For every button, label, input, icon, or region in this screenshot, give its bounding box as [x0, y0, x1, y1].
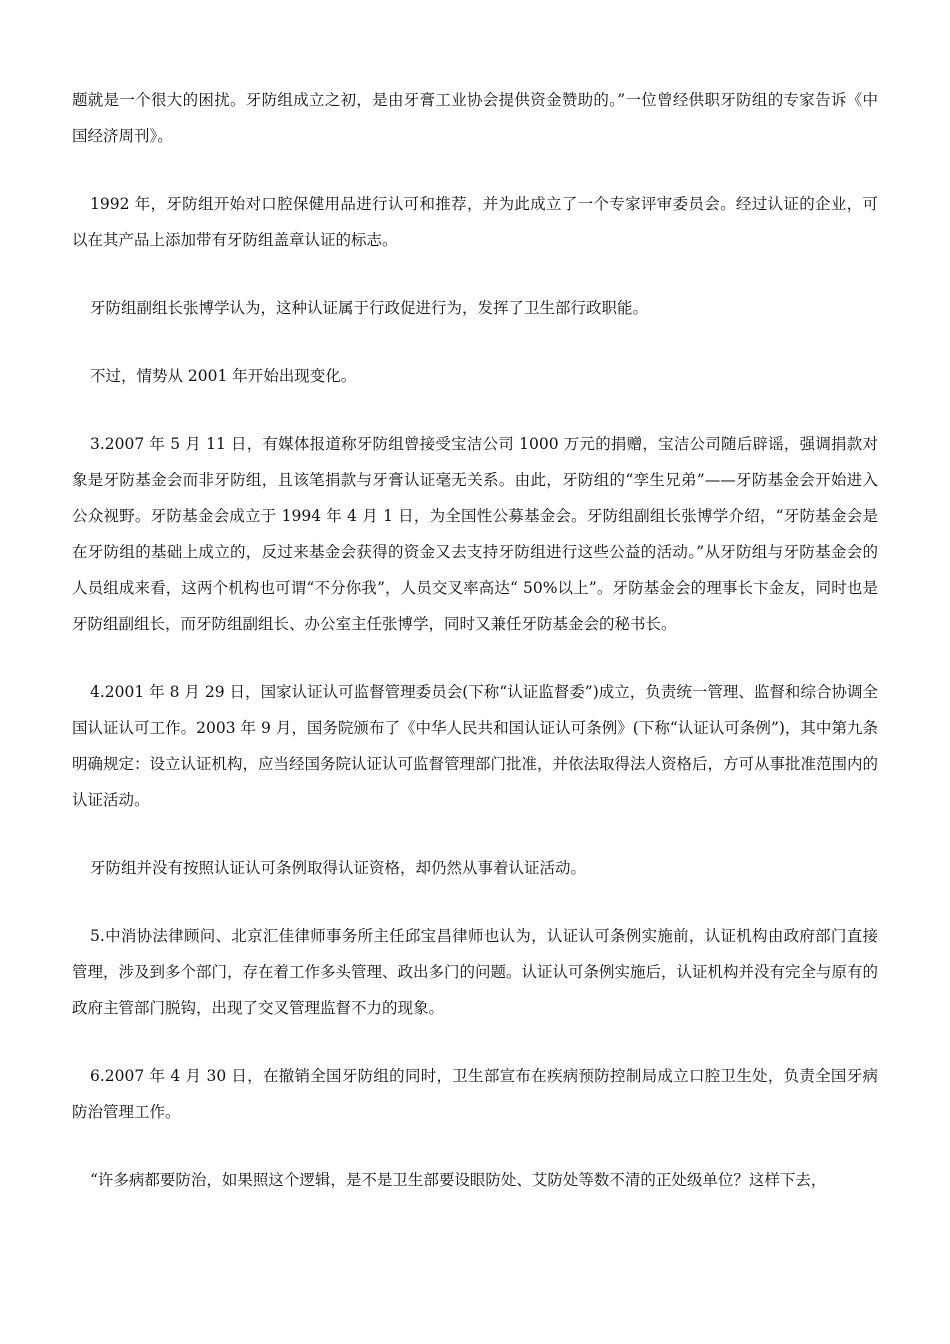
document-page — [72, 82, 878, 1198]
paragraph-7: 牙防组并没有按照认证认可条例取得认证资格，却仍然从事着认证活动。 — [90, 859, 587, 877]
paragraph-3: 牙防组副组长张博学认为，这种认证属于行政促进行为，发挥了卫生部行政职能。 — [90, 299, 649, 317]
paragraph-6: 4.2001 年 8 月 29 日，国家认证认可监督管理委员会(下称“认证监督委”)成立，负责统一管理、监督和综合协调全国认证认可工作。2003 年 9 月，国务院颁布了《中华人民共和国认证认可条例》(下称“认证认可条例”)，其中第九条明确规定：设立认证机构，应当经国务院认证认可监督管理部门批准，并依法取得法人资格后，方可从事批准范围内的认证活动。 — [72, 683, 879, 809]
paragraph-1: 题就是一个很大的困扰。牙防组成立之初，是由牙膏工业协会提供资金赞助的。”一位曾经供职牙防组的专家告诉《中国经济周刊》。 — [72, 91, 878, 145]
paragraph-5: 3.2007 年 5 月 11 日，有媒体报道称牙防组曾接受宝洁公司 1000 万元的捐赠，宝洁公司随后辟谣，强调捐款对象是牙防基金会而非牙防组，且该笔捐款与牙膏认证毫无关系。由此，牙防组的“孪生兄弟”——牙防基金会开始进入公众视野。牙防基金会成立于 1994 年 4 月 1 日，为全国性公募基金会。牙防组副组长张博学介绍，“牙防基金会是在牙防组的基础上成立的，反过来基金会获得的资金又去支持牙防组进行这些公益的活动。”从牙防组与牙防基金会的人员组成来看，这两个机构也可谓“不分你我”，人员交叉率高达“ 50%以上”。牙防基金会的理事长卞金友，同时也是牙防组副组长，而牙防组副组长、办公室主任张博学，同时又兼任牙防基金会的秘书长。 — [72, 435, 878, 633]
paragraph-10: “许多病都要防治，如果照这个逻辑，是不是卫生部要设眼防处、艾防处等数不清的正处级单位？这样下去， — [90, 1171, 827, 1189]
paragraph-2: 1992 年，牙防组开始对口腔保健用品进行认可和推荐，并为此成立了一个专家评审委员会。经过认证的企业，可以在其产品上添加带有牙防组盖章认证的标志。 — [72, 195, 878, 249]
paragraph-8: 5.中消协法律顾问、北京汇佳律师事务所主任邱宝昌律师也认为，认证认可条例实施前，认证机构由政府部门直接管理，涉及到多个部门，存在着工作多头管理、政出多门的问题。认证认可条例实施后，认证机构并没有完全与原有的政府主管部门脱钩，出现了交叉管理监督不力的现象。 — [72, 927, 879, 1017]
paragraph-4: 不过，情势从 2001 年开始出现变化。 — [90, 367, 357, 385]
paragraph-9: 6.2007 年 4 月 30 日，在撤销全国牙防组的同时，卫生部宣布在疾病预防控制局成立口腔卫生处，负责全国牙病防治管理工作。 — [72, 1067, 878, 1121]
